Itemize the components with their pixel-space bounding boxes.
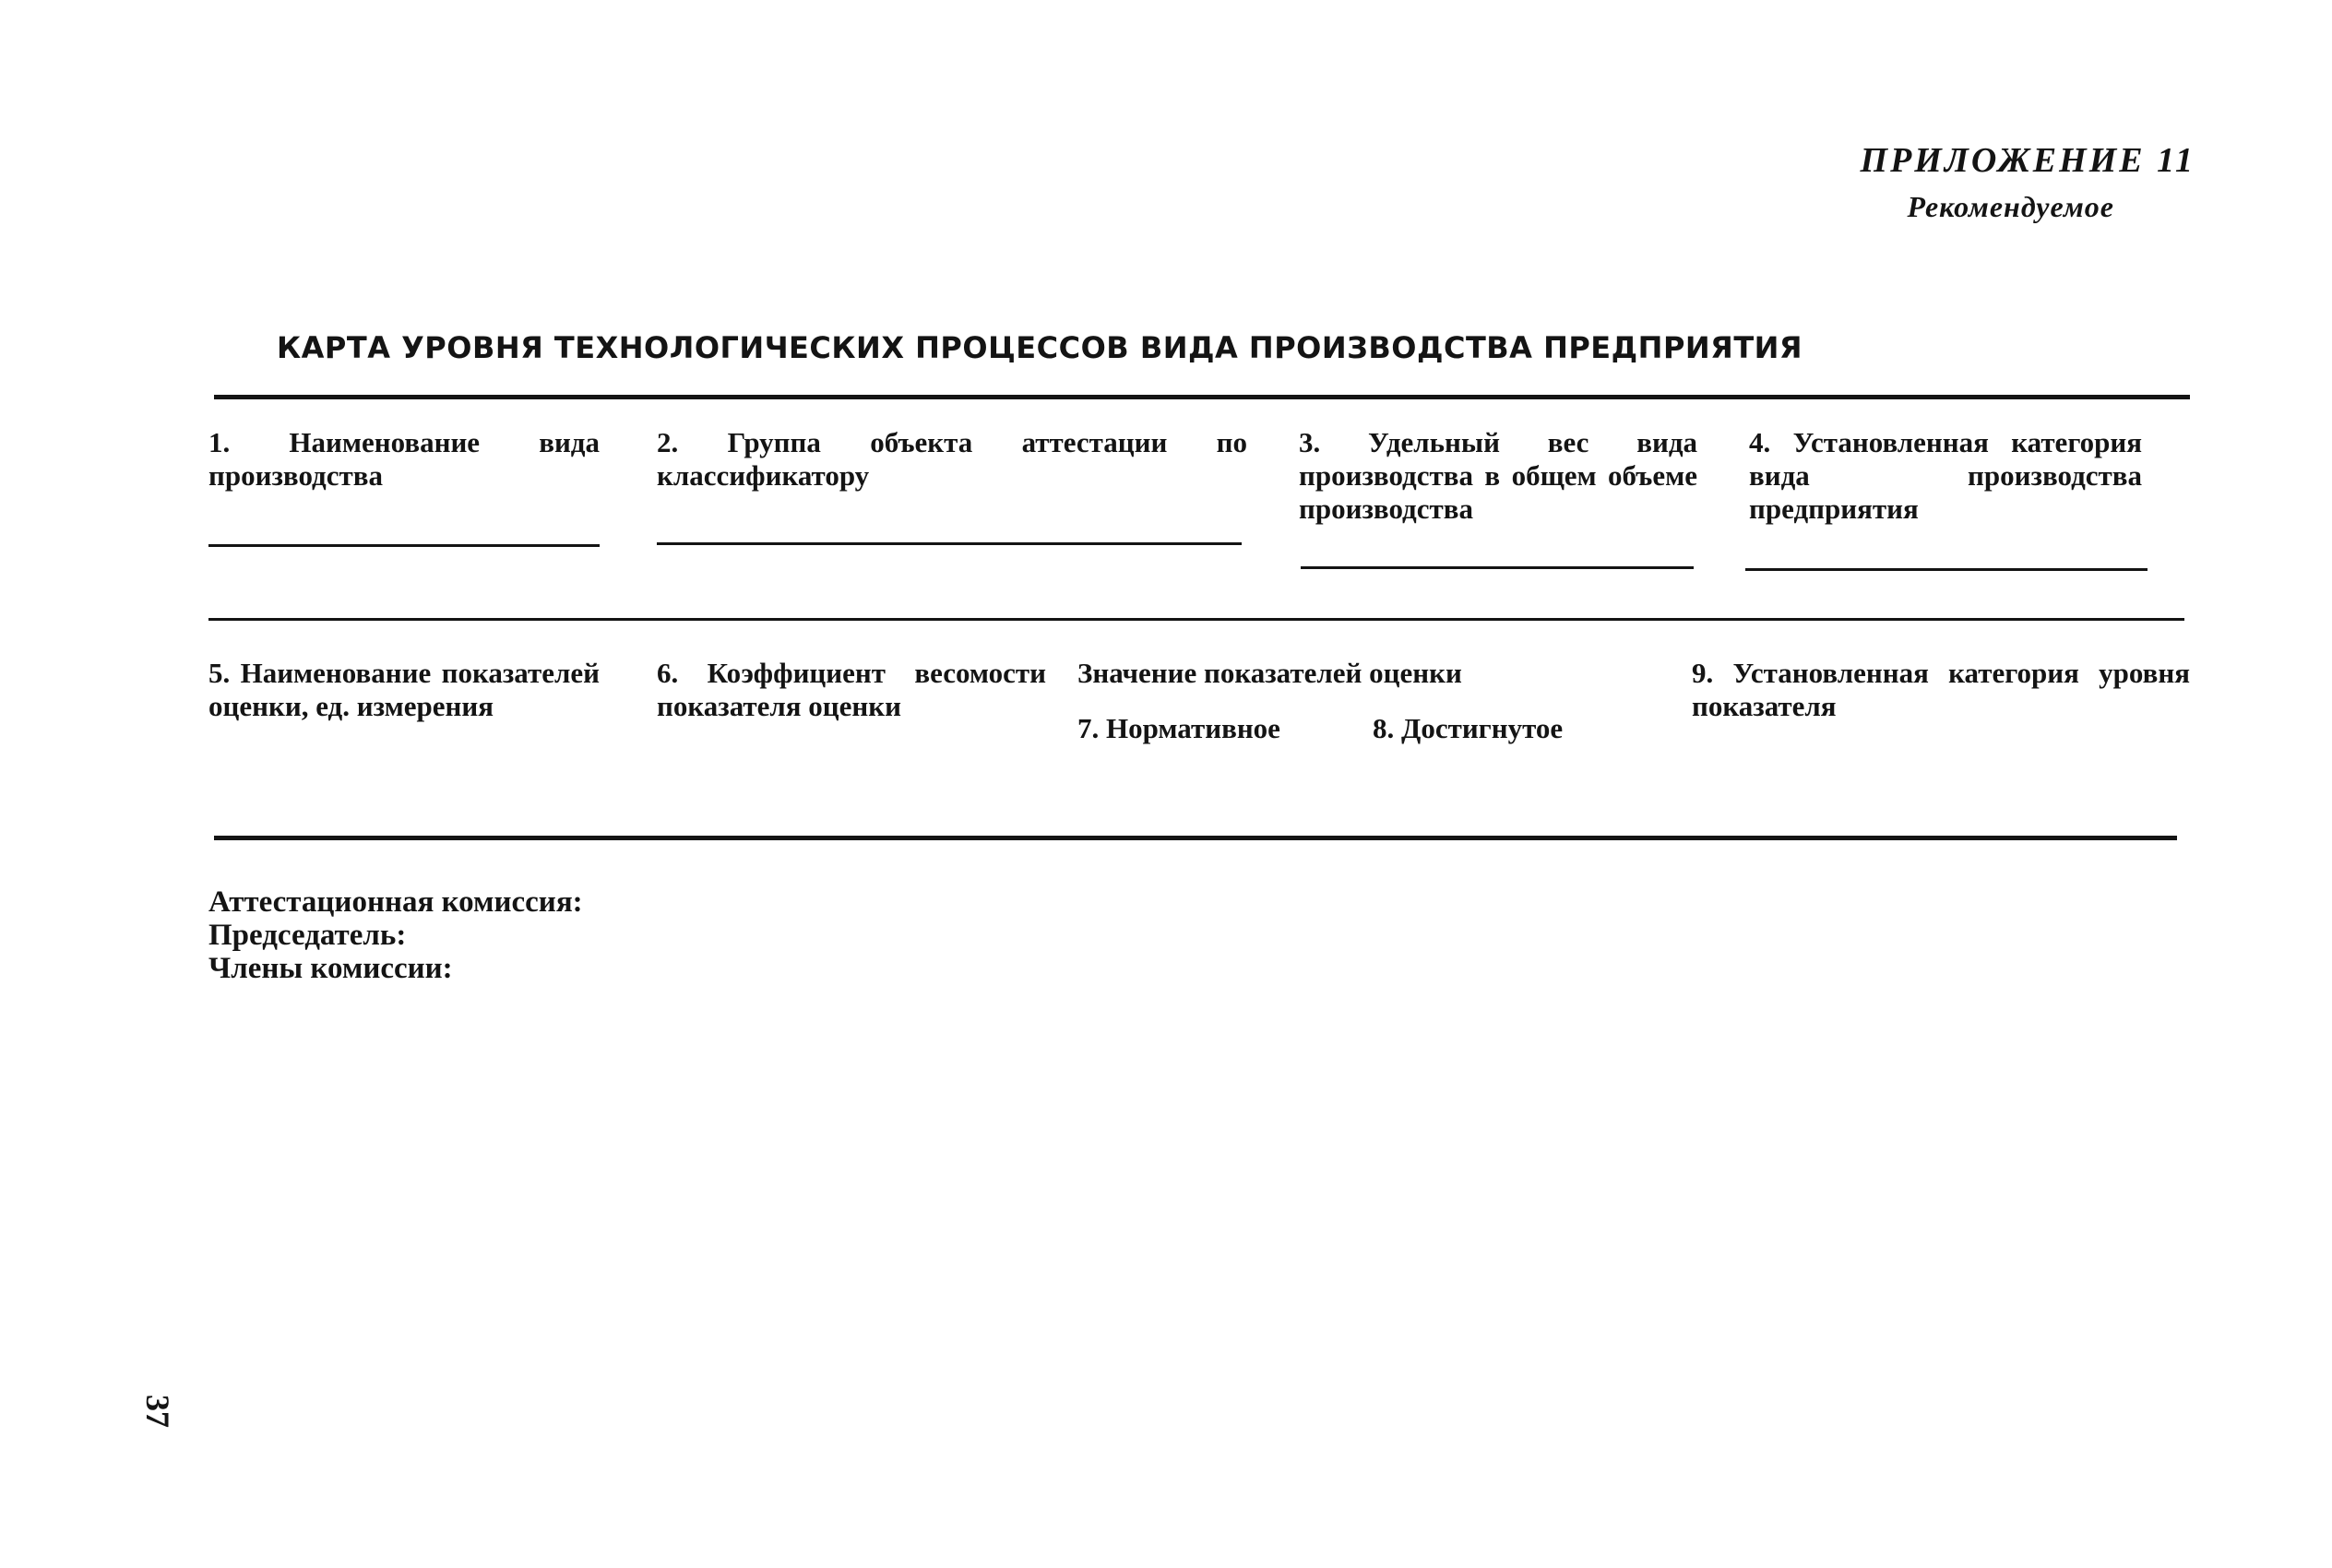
appendix-label: ПРИЛОЖЕНИЕ 11 [1860, 141, 2195, 180]
table-middle-rule [208, 618, 2184, 621]
field-indicator-names: 5. Наименование показателей оценки, ед. измерения [208, 657, 600, 722]
commission-label: Аттестационная комиссия: [208, 885, 583, 919]
page-number: 37 [139, 1395, 176, 1428]
field-normative-value: 7. Нормативное [1077, 712, 1280, 744]
recommended-label: Рекомендуемое [1907, 190, 2114, 223]
indicator-values-heading: Значение показателей оценки [1077, 657, 1462, 689]
production-share-line [1301, 566, 1694, 569]
members-label: Члены комиссии: [208, 952, 453, 985]
field-weight-coefficient: 6. Коэффициент весомости показателя оценки [657, 657, 1046, 722]
field-attestation-group: 2. Группа объекта аттестации по классификатору [657, 426, 1247, 492]
field-production-type-name: 1. Наименование вида производства [208, 426, 600, 492]
production-category-line [1745, 568, 2148, 571]
field-production-share: 3. Удельный вес вида производства в общем объеме производства [1299, 426, 1697, 525]
chairman-label: Председатель: [208, 919, 407, 952]
table-top-rule [214, 395, 2190, 399]
field-indicator-category: 9. Установленная категория уровня показателя [1692, 657, 2190, 722]
field-achieved-value: 8. Достигнутое [1373, 712, 1564, 744]
attestation-group-line [657, 542, 1242, 545]
field-production-category: 4. Установленная категория вида производства предприятия [1749, 426, 2142, 525]
table-bottom-rule [214, 836, 2177, 840]
production-type-name-line [208, 544, 600, 547]
document-title: КАРТА УРОВНЯ ТЕХНОЛОГИЧЕСКИХ ПРОЦЕССОВ ВИДА ПРОИЗВОДСТВА ПРЕДПРИЯТИЯ [277, 330, 1803, 365]
